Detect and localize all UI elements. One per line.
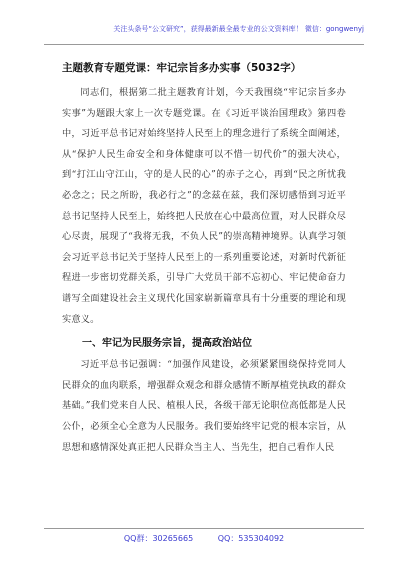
- footer: [0, 533, 408, 544]
- footer-divider: [44, 528, 364, 529]
- footer-qq-group: QQ群：30265665: [123, 534, 194, 543]
- document-body: [62, 60, 346, 458]
- section-heading: 一、牢记为民服务宗旨，提高政治站位: [82, 338, 252, 350]
- document-title: 主题教育专题党课：牢记宗旨多办实事（5032字）: [62, 62, 302, 74]
- intro-paragraph: 同志们，根据第二批主题教育计划，今天我围绕“牢记宗旨多办实事”为题跟大家上一次专题党课。在《习近平谈治国理政》第四卷中，习近平总书记对始终坚持人民至上的理念进行了系统全面阐述，从“保护人民生命安全和身体健康可以不惜一切代价”的强大决心，到“打江山守江山，守的是人民的心”的赤子之心，再到“民之所忧我必念之；民之所盼，我必行之”的念兹在兹，我们深切感悟到习近平总书记坚持人民至上，始终把人民放在心中最高位置，对人民群众尽心尽责，展现了“我将无我，不负人民”的崇高精神境界。认真学习领会习近平总书记关于坚持人民至上的一系列重要论述，对新时代新征程进一步密切党群关系，引导广大党员干部不忘初心、牢记使命奋力谱写全面建设社会主义现代化国家崭新篇章具有十分重要的理论和现实意义。: [62, 87, 346, 325]
- footer-qq: QQ：535304092: [217, 534, 285, 543]
- section-paragraph: 习近平总书记强调：“加强作风建设，必须紧紧围绕保持党同人民群众的血肉联系，增强群众观念和群众感情不断厚植党执政的群众基础。”我们党来自人民、植根人民，各级干部无论职位高低都是人民公仆，必须全心全意为人民服务。我们要始终牢记党的根本宗旨，从思想和感情深处真正把人民群众当主人、当先生，把自己看作人民: [62, 359, 346, 453]
- header-note: 关注头条号“公文研究”，获得最新最全最专业的公文资料库！ 微信：gongwenyj: [113, 25, 364, 33]
- header-divider: [44, 44, 364, 45]
